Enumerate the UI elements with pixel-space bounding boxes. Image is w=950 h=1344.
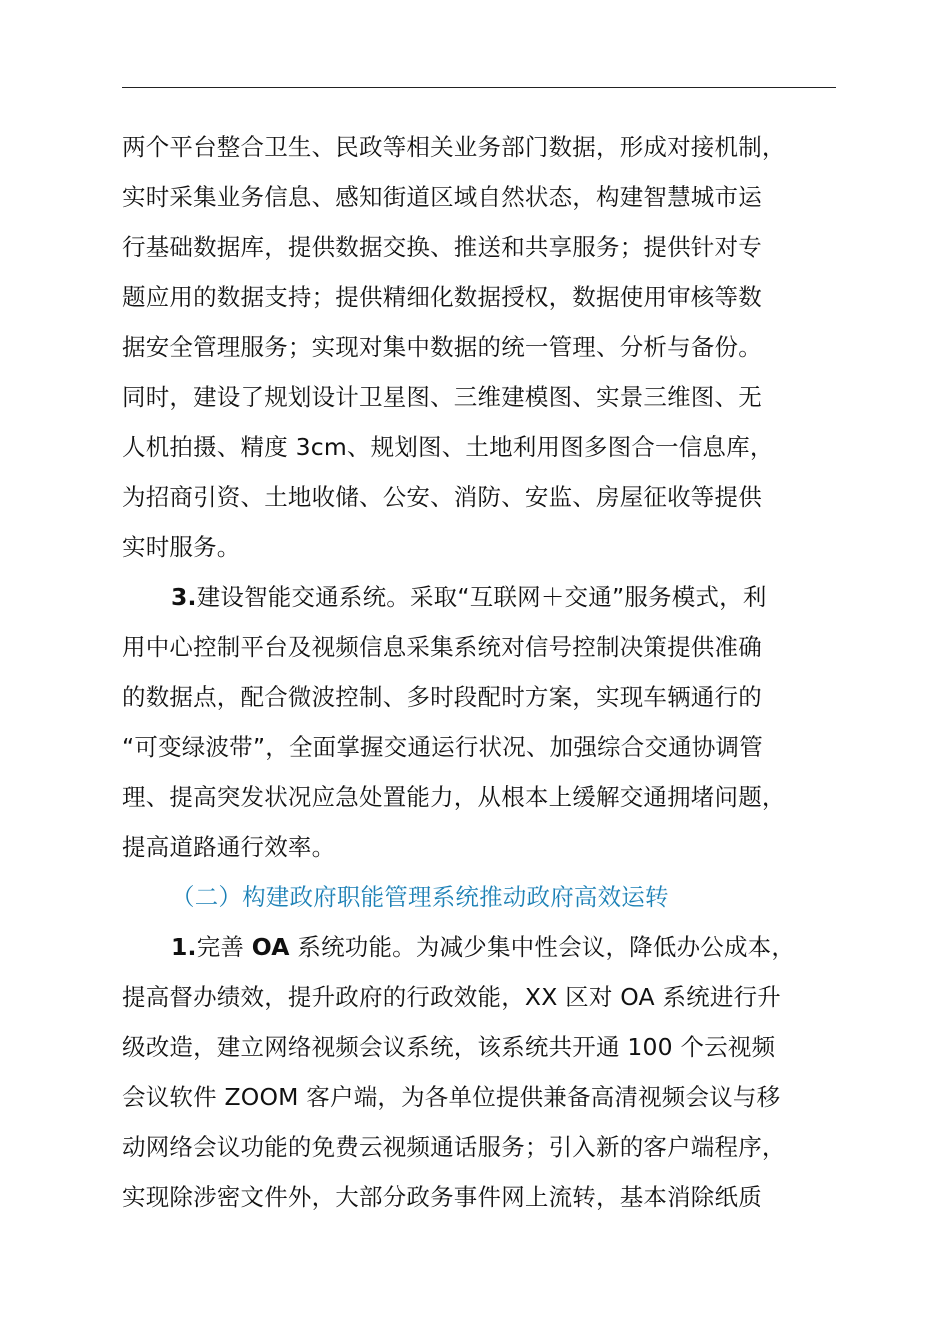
text-line: 用中心控制平台及视频信息采集系统对信号控制决策提供准确 bbox=[122, 633, 762, 661]
text-line: 的数据点，配合微波控制、多时段配时方案，实现车辆通行的 bbox=[122, 683, 762, 711]
text-line: 同时，建设了规划设计卫星图、三维建模图、实景三维图、无 bbox=[122, 383, 762, 411]
text-line: 两个平台整合卫生、民政等相关业务部门数据，形成对接机制， bbox=[122, 133, 786, 161]
item-number: 1. bbox=[171, 933, 197, 961]
text-line: 据安全管理服务；实现对集中数据的统一管理、分析与备份。 bbox=[122, 333, 762, 361]
text-line: 实时采集业务信息、感知街道区域自然状态，构建智慧城市运 bbox=[122, 183, 762, 211]
text-line: 人机拍摄、精度 3cm、规划图、土地利用图多图合一信息库， bbox=[122, 433, 774, 461]
text-line: 提高督办绩效，提升政府的行政效能，XX 区对 OA 系统进行升 bbox=[122, 983, 781, 1011]
text-line: 动网络会议功能的免费云视频通话服务；引入新的客户端程序， bbox=[122, 1133, 786, 1161]
text-line: “可变绿波带”，全面掌握交通运行状况、加强综合交通协调管 bbox=[122, 733, 763, 761]
text-line: 行基础数据库，提供数据交换、推送和共享服务；提供针对专 bbox=[122, 233, 762, 261]
text-line bbox=[122, 576, 852, 626]
paragraph-oa-system bbox=[122, 926, 852, 1226]
text-span: 完善 bbox=[196, 933, 252, 961]
item-number: 3. bbox=[171, 583, 197, 611]
header-rule bbox=[122, 87, 836, 88]
section-heading: （二）构建政府职能管理系统推动政府高效运转 bbox=[171, 883, 669, 911]
text-line: 题应用的数据支持；提供精细化数据授权，数据使用审核等数 bbox=[122, 283, 762, 311]
text-line: 为招商引资、土地收储、公安、消防、安监、房屋征收等提供 bbox=[122, 483, 762, 511]
bold-term: OA bbox=[251, 933, 290, 961]
text-line: 理、提高突发状况应急处置能力，从根本上缓解交通拥堵问题， bbox=[122, 783, 786, 811]
text-span: 建设智能交通系统。采取“互联网＋交通”服务模式，利 bbox=[196, 583, 767, 611]
paragraph-smart-traffic bbox=[122, 576, 852, 876]
text-line bbox=[122, 926, 852, 976]
text-line: 提高道路通行效率。 bbox=[122, 833, 336, 861]
document-body bbox=[122, 126, 852, 1226]
text-line: 实现除涉密文件外，大部分政务事件网上流转，基本消除纸质 bbox=[122, 1183, 762, 1211]
text-line: 实时服务。 bbox=[122, 533, 241, 561]
text-line: 级改造，建立网络视频会议系统，该系统共开通 100 个云视频 bbox=[122, 1033, 776, 1061]
paragraph-platform-integration bbox=[122, 126, 852, 576]
text-span: 系统功能。为减少集中性会议，降低办公成本， bbox=[289, 933, 796, 961]
text-line: 会议软件 ZOOM 客户端，为各单位提供兼备高清视频会议与移 bbox=[122, 1083, 781, 1111]
